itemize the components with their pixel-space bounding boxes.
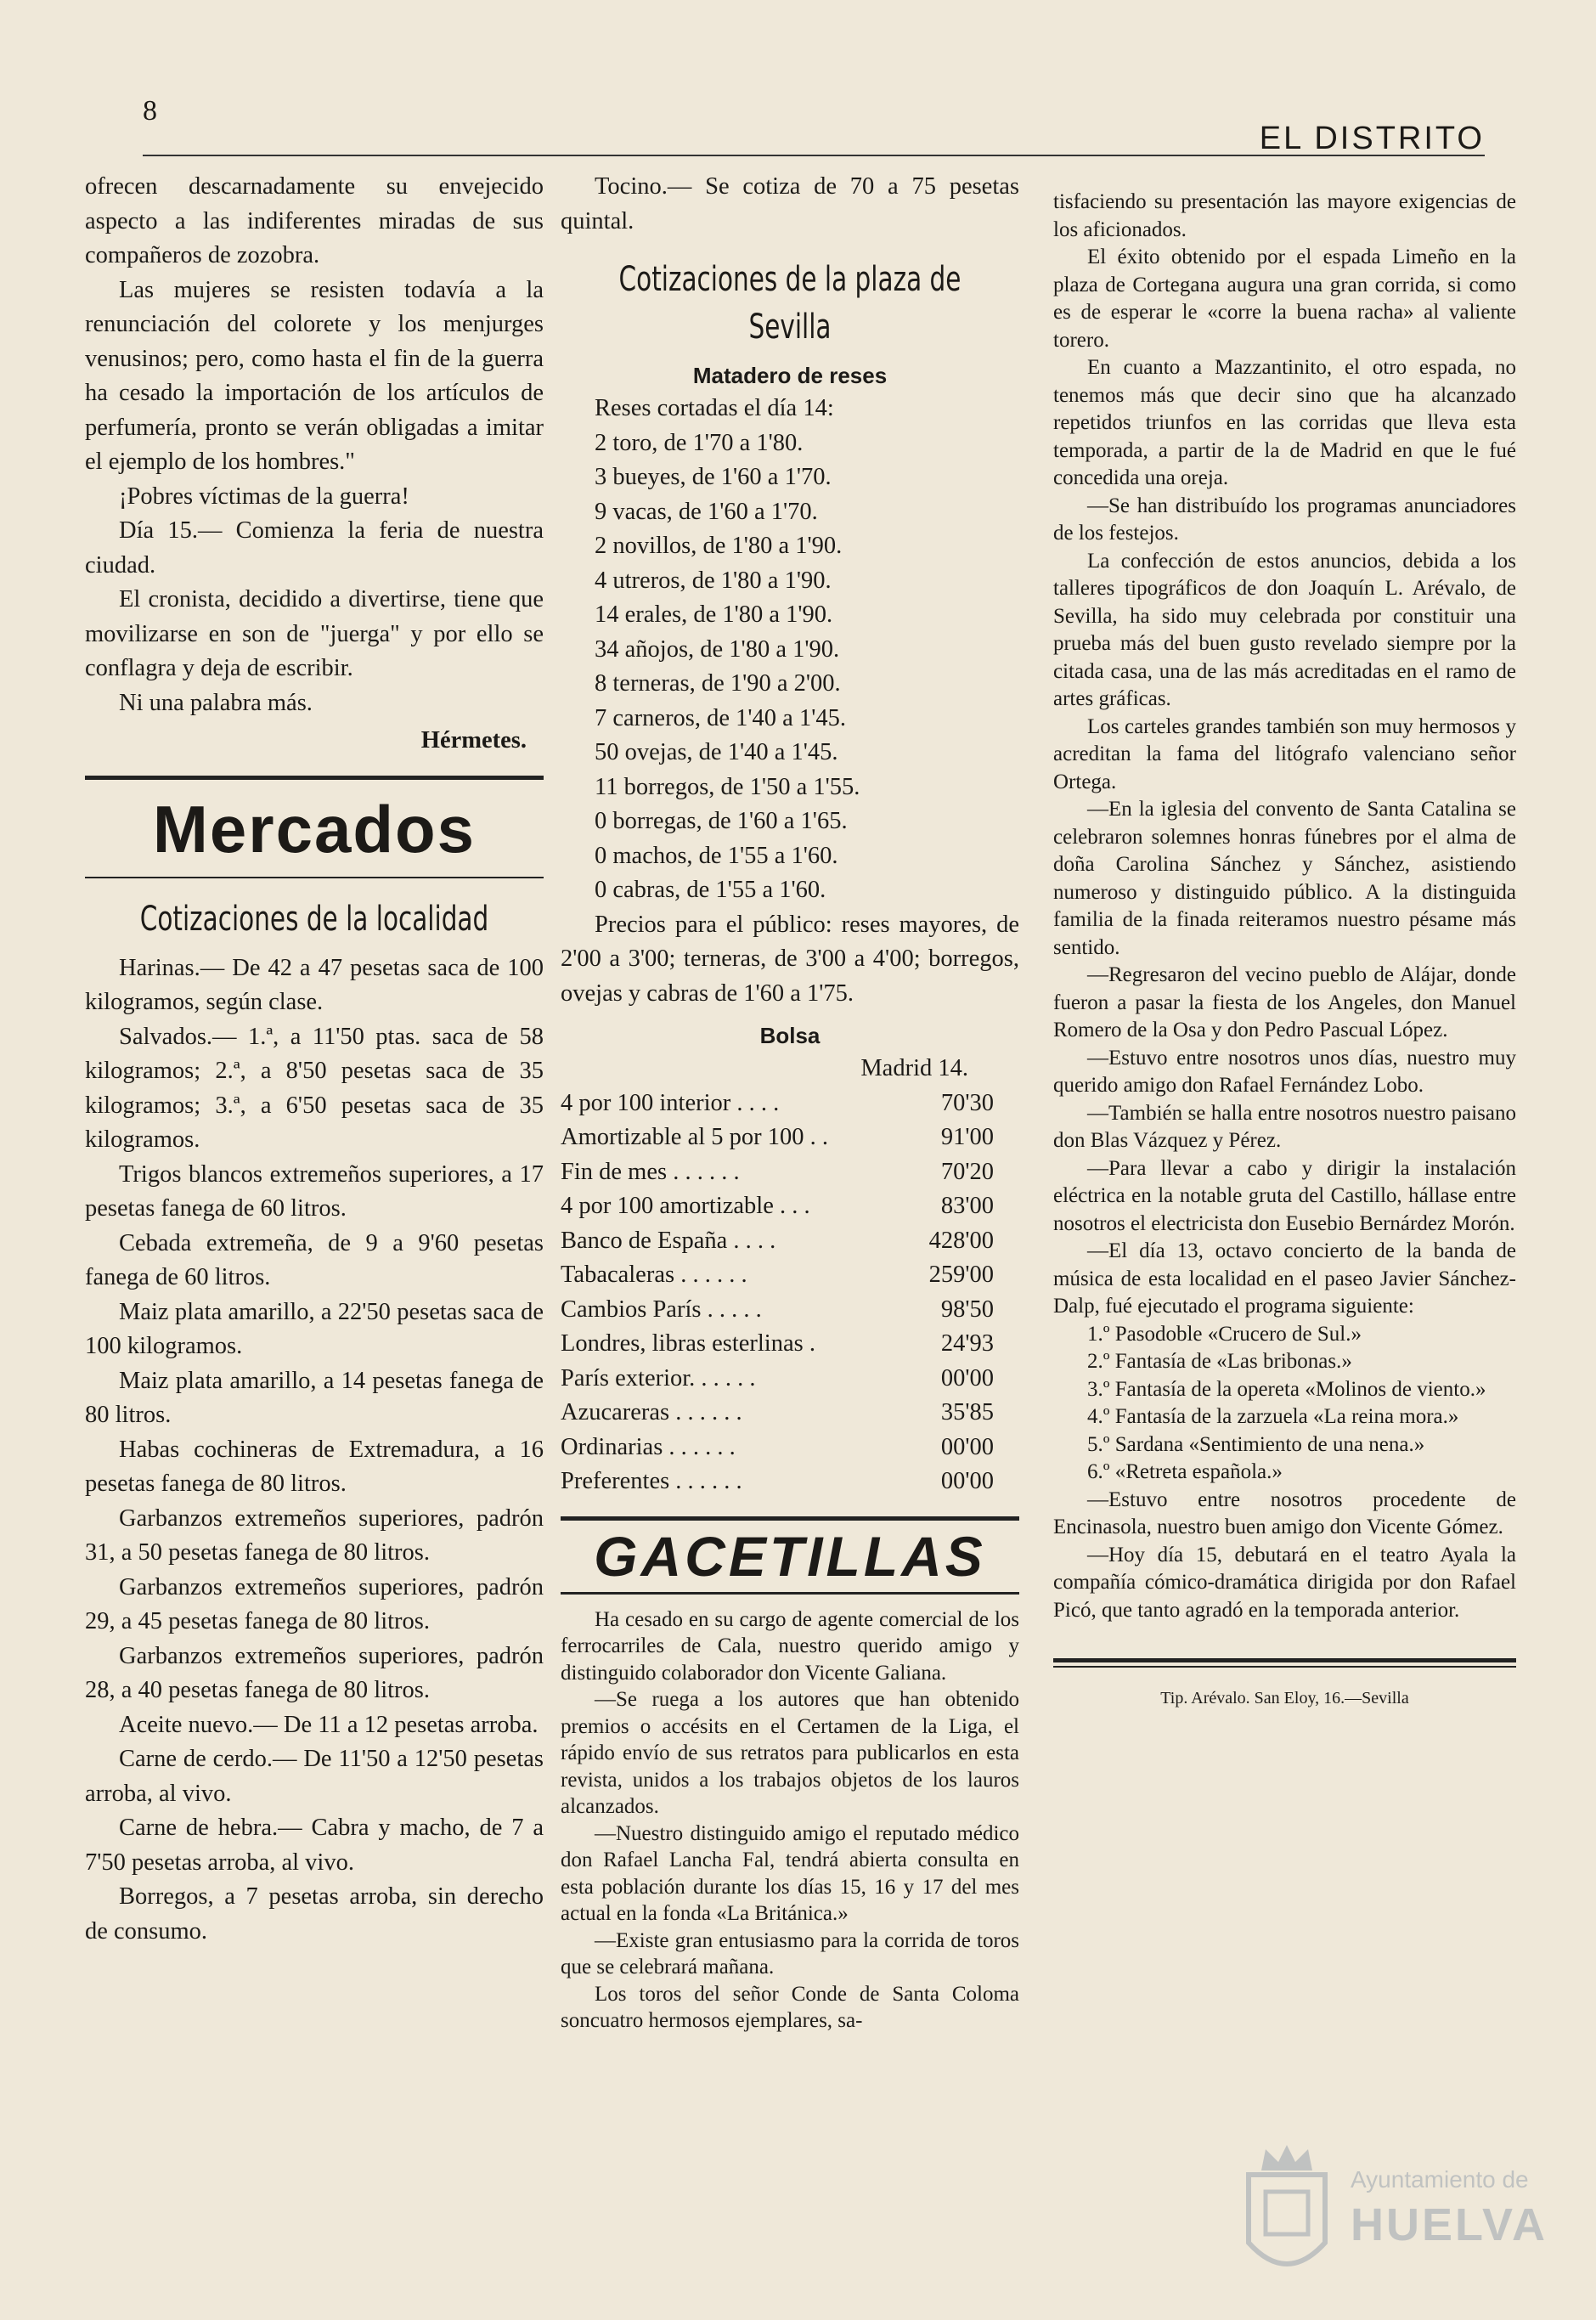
watermark-line1: Ayuntamiento de bbox=[1351, 2166, 1529, 2193]
reses-item: 34 añojos, de 1'80 a 1'90. bbox=[595, 635, 840, 663]
bolsa-value: 83'00 bbox=[940, 1193, 994, 1219]
sevilla-quotes-title: Cotizaciones de la plaza de Sevilla bbox=[618, 260, 962, 347]
program-item: 6.º «Retreta española.» bbox=[1087, 1460, 1283, 1483]
bolsa-row bbox=[561, 1293, 1019, 1328]
paragraph: —Regresaron del vecino pueblo de Alájar, donde fueron a pasar la fiesta de los Angeles, don Manuel Romero de la Osa y don Pedro Pascual López. bbox=[1053, 963, 1516, 1041]
program-item: 5.º Sardana «Sentimiento de una nena.» bbox=[1087, 1432, 1425, 1456]
reses-item: 7 carneros, de 1'40 a 1'45. bbox=[595, 704, 846, 731]
bolsa-label: Banco de España . . . . bbox=[561, 1227, 776, 1254]
paragraph: Día 15.— Comienza la feria de nuestra ciudad. bbox=[85, 517, 544, 579]
market-item: Aceite nuevo.— De 11 a 12 pesetas arroba. bbox=[119, 1711, 539, 1738]
bolsa-value: 91'00 bbox=[940, 1124, 994, 1150]
bolsa-row bbox=[561, 1327, 1019, 1362]
reses-item: 2 toro, de 1'70 a 1'80. bbox=[595, 429, 804, 456]
footer-rule bbox=[1053, 1658, 1516, 1668]
bolsa-row bbox=[561, 1396, 1019, 1431]
reses-item: 8 terneras, de 1'90 a 2'00. bbox=[595, 670, 841, 697]
reses-item: 50 ovejas, de 1'40 a 1'45. bbox=[595, 739, 838, 765]
page-number: 8 bbox=[143, 95, 157, 127]
bolsa-row bbox=[561, 1431, 1019, 1465]
bolsa-label: Fin de mes . . . . . . bbox=[561, 1158, 740, 1185]
bolsa-label: Tabacaleras . . . . . . bbox=[561, 1262, 747, 1288]
program-item: 4.º Fantasía de la zarzuela «La reina mora.» bbox=[1087, 1405, 1459, 1428]
bolsa-value: 259'00 bbox=[928, 1262, 994, 1288]
bolsa-value: 00'00 bbox=[940, 1468, 994, 1494]
paragraph: —El día 13, octavo concierto de la banda de música de esta localidad en el paseo Javier Sánchez-Dalp, fué ejecutado el programa siguiente: bbox=[1053, 1239, 1516, 1318]
reses-item: 0 borregas, de 1'60 a 1'65. bbox=[595, 808, 848, 834]
reses-item: 11 borregos, de 1'50 a 1'55. bbox=[595, 773, 860, 800]
mercados-title: Mercados bbox=[152, 791, 477, 866]
page-header bbox=[143, 95, 1485, 155]
paragraph: Las mujeres se resisten todavía a la renunciación del colorete y los menjurges venusinos; pero, como hasta el fin de la guerra ha cesado la importación de los artículos de perfumería, pronto se verán obligadas a imitar el ejemplo de los hombres." bbox=[85, 276, 544, 475]
bolsa-row bbox=[561, 1465, 1019, 1499]
bolsa-value: 70'20 bbox=[940, 1158, 994, 1185]
paragraph: ofrecen descarnadamente su envejecido aspecto a las indiferentes miradas de sus compañeros de zozobra. bbox=[85, 173, 544, 268]
bolsa-row bbox=[561, 1362, 1019, 1397]
bolsa-row bbox=[561, 1224, 1019, 1259]
bolsa-label: París exterior. . . . . . bbox=[561, 1364, 756, 1391]
market-item: Maiz plata amarillo, a 14 pesetas fanega de 80 litros. bbox=[85, 1367, 544, 1428]
paragraph: —Estuvo entre nosotros unos días, nuestro muy querido amigo don Rafael Fernández Lobo. bbox=[1053, 1046, 1516, 1097]
bolsa-label: Ordinarias . . . . . . bbox=[561, 1433, 736, 1460]
bolsa-label: 4 por 100 interior . . . . bbox=[561, 1089, 780, 1116]
header-rule bbox=[143, 155, 1485, 156]
journal-name: EL DISTRITO bbox=[1259, 121, 1485, 156]
bolsa-value: 35'85 bbox=[940, 1399, 994, 1425]
paragraph: En cuanto a Mazzantinito, el otro espada, no tenemos más que decir sino que ha alcanzado repetidos triunfos en las corridas que lleva esta temporada, a partir de la de Madrid en que le fué concedida una oreja. bbox=[1053, 356, 1516, 489]
market-item: Cebada extremeña, de 9 a 9'60 pesetas fanega de 60 litros. bbox=[85, 1229, 544, 1290]
reses-item: 9 vacas, de 1'60 a 1'70. bbox=[595, 498, 818, 525]
paragraph: —Para llevar a cabo y dirigir la instalación eléctrica en la notable gruta del Castillo, hállase entre nosotros el electricista don Eusebio Bernárdez Morón. bbox=[1053, 1156, 1516, 1235]
bolsa-value: 98'50 bbox=[940, 1295, 994, 1323]
imprint: Tip. Arévalo. San Eloy, 16.—Sevilla bbox=[1160, 1689, 1409, 1708]
reses-item: 14 erales, de 1'80 a 1'90. bbox=[595, 601, 833, 628]
column-1 bbox=[85, 170, 544, 1949]
bolsa-label: Azucareras . . . . . . bbox=[561, 1399, 742, 1425]
reses-item: 0 machos, de 1'55 a 1'60. bbox=[595, 842, 838, 869]
paragraph: La confección de estos anuncios, debida a los talleres tipográficos de don Joaquín L. Arévalo, de Sevilla, ha sido muy celebrada por constituir una prueba más del buen gusto revelado siempre por la citada casa, una de las más acreditadas en el ramo de artes gráficas. bbox=[1053, 549, 1516, 710]
divider bbox=[85, 776, 544, 780]
bolsa-date: Madrid 14. bbox=[860, 1055, 968, 1081]
reses-item: 0 cabras, de 1'55 a 1'60. bbox=[595, 877, 826, 903]
paragraph: —En la iglesia del convento de Santa Catalina se celebraron solemnes honras fúnebres por el alma de doña Carolina Sánchez y Sánchez, asistiendo numeroso y distinguido público. A la distinguida familia de la finada reiteramos nuestro pésame más sentido. bbox=[1053, 798, 1516, 959]
watermark-line2: HUELVA bbox=[1351, 2199, 1548, 2250]
paragraph: ¡Pobres víctimas de la guerra! bbox=[119, 483, 409, 510]
paragraph: Ni una palabra más. bbox=[119, 689, 313, 716]
reses-intro: Reses cortadas el día 14: bbox=[595, 395, 834, 421]
market-item: Carne de hebra.— Cabra y macho, de 7 a 7'50 pesetas arroba, al vivo. bbox=[85, 1815, 544, 1876]
market-item: Maiz plata amarillo, a 22'50 pesetas saca de 100 kilogramos. bbox=[85, 1298, 544, 1359]
bolsa-row bbox=[561, 1258, 1019, 1293]
reses-item: 3 bueyes, de 1'60 a 1'70. bbox=[595, 464, 832, 490]
market-item: Garbanzos extremeños superiores, padrón 31, a 50 pesetas fanega de 80 litros. bbox=[85, 1504, 544, 1566]
bolsa-row bbox=[561, 1189, 1019, 1224]
program-item: 2.º Fantasía de «Las bribonas.» bbox=[1087, 1350, 1352, 1373]
paragraph: El éxito obtenido por el espada Limeño en la plaza de Cortegana augura una gran corrida, si como es de esperar le «corre la buena racha» al valiente torero. bbox=[1053, 246, 1516, 352]
paragraph: El cronista, decidido a divertirse, tiene que movilizarse en son de "juerga" y por ello se conflagra y deja de escribir. bbox=[85, 586, 544, 681]
bolsa-value: 428'00 bbox=[928, 1227, 994, 1254]
program-item: 3.º Fantasía de la opereta «Molinos de viento.» bbox=[1087, 1377, 1486, 1401]
bolsa-title: Bolsa bbox=[759, 1023, 821, 1048]
coat-of-arms-icon bbox=[1240, 2141, 1334, 2285]
gacetilla: —Existe gran entusiasmo para la corrida de toros que se celebrará mañana. bbox=[561, 1928, 1019, 1978]
paragraph: Los carteles grandes también son muy hermosos y acreditan la fama del litógrafo valenciano señor Ortega. bbox=[1053, 714, 1516, 793]
paragraph: —Hoy día 15, debutará en el teatro Ayala la compañía cómico-dramática dirigida por don Rafael Picó, que tanto agradó en la temporada anterior. bbox=[1053, 1543, 1516, 1622]
gacetilla: —Nuestro distinguido amigo el reputado médico don Rafael Lancha Fal, tendrá abierta consulta en esta población durante los días 15, 16 y 17 del mes actual en la fonda «La Británica.» bbox=[561, 1821, 1019, 1925]
column-2 bbox=[561, 170, 1019, 2035]
market-item: Carne de cerdo.— De 11'50 a 12'50 pesetas arroba, al vivo. bbox=[85, 1746, 544, 1807]
gacetilla: —Se ruega a los autores que han obtenido premios o accésits en el Certamen de la Liga, el rápido envío de sus retratos para publicarlos en esta revista, unidos a los trabajos objetos de los lauros alcanzados. bbox=[561, 1688, 1019, 1818]
reses-item: 4 utreros, de 1'80 a 1'90. bbox=[595, 567, 832, 594]
bolsa-value: 00'00 bbox=[940, 1433, 994, 1460]
bolsa-row bbox=[561, 1155, 1019, 1190]
bolsa-value: 00'00 bbox=[940, 1364, 994, 1391]
public-prices: Precios para el público: reses mayores, de 2'00 a 3'00; terneras, de 3'00 a 4'00; borregos, ovejas y cabras de 1'60 a 1'75. bbox=[561, 911, 1019, 1007]
paragraph: Tocino.— Se cotiza de 70 a 75 pesetas quintal. bbox=[561, 173, 1019, 234]
bolsa-label: Amortizable al 5 por 100 . . bbox=[561, 1124, 829, 1150]
municipal-watermark bbox=[1240, 2141, 1554, 2294]
market-item: Habas cochineras de Extremadura, a 16 pesetas fanega de 80 litros. bbox=[85, 1436, 544, 1497]
bolsa-row bbox=[561, 1087, 1019, 1121]
gacetillas-body bbox=[561, 1606, 1019, 2035]
market-item: Trigos blancos extremeños superiores, a 17 pesetas fanega de 60 litros. bbox=[85, 1160, 544, 1222]
bolsa-row bbox=[561, 1120, 1019, 1155]
market-item: Garbanzos extremeños superiores, padrón 29, a 45 pesetas fanega de 80 litros. bbox=[85, 1573, 544, 1634]
bolsa-label: Preferentes . . . . . . bbox=[561, 1468, 742, 1494]
paragraph: tisfaciendo su presentación las mayore exigencias de los aficionados. bbox=[1053, 190, 1516, 241]
bolsa-label: Londres, libras esterlinas . bbox=[561, 1330, 815, 1357]
market-item: Borregos, a 7 pesetas arroba, sin derecho de consumo. bbox=[85, 1883, 544, 1945]
bolsa-value: 70'30 bbox=[940, 1089, 994, 1116]
matadero-title: Matadero de reses bbox=[692, 363, 888, 388]
market-item: Garbanzos extremeños superiores, padrón 28, a 40 pesetas fanega de 80 litros. bbox=[85, 1642, 544, 1703]
column-3 bbox=[1053, 189, 1516, 1713]
local-quotes-title: Cotizaciones de la localidad bbox=[139, 899, 489, 939]
paragraph: —También se halla entre nosotros nuestro paisano don Blas Vázquez y Pérez. bbox=[1053, 1101, 1516, 1152]
paragraph: —Estuvo entre nosotros procedente de Encinasola, nuestro buen amigo don Vicente Gómez. bbox=[1053, 1487, 1516, 1538]
market-item: Salvados.— 1.ª, a 11'50 ptas. saca de 58 kilogramos; 2.ª, a 8'50 pesetas saca de 35 kilogramos; 3.ª, a 6'50 pesetas saca de 35 kilogramos. bbox=[85, 1023, 544, 1153]
gacetillas-title: GACETILLAS bbox=[561, 1516, 1019, 1595]
divider bbox=[85, 877, 544, 878]
program-item: 1.º Pasodoble «Crucero de Sul.» bbox=[1087, 1322, 1362, 1346]
gacetilla: Ha cesado en su cargo de agente comercial de los ferrocarriles de Cala, nuestro querido amigo y distinguido colaborador don Vicente Galiana. bbox=[561, 1607, 1019, 1685]
bolsa-label: 4 por 100 amortizable . . . bbox=[561, 1193, 810, 1219]
bolsa-label: Cambios París . . . . . bbox=[561, 1295, 762, 1323]
reses-item: 2 novillos, de 1'80 a 1'90. bbox=[595, 533, 843, 559]
bolsa-value: 24'93 bbox=[940, 1330, 994, 1357]
gacetilla: Los toros del señor Conde de Santa Coloma soncuatro hermosos ejemplares, sa- bbox=[561, 1982, 1019, 2032]
paragraph: —Se han distribuído los programas anunciadores de los festejos. bbox=[1053, 494, 1516, 545]
signature: Hérmetes. bbox=[420, 727, 527, 754]
market-item: Harinas.— De 42 a 47 pesetas saca de 100 kilogramos, según clase. bbox=[85, 954, 544, 1015]
